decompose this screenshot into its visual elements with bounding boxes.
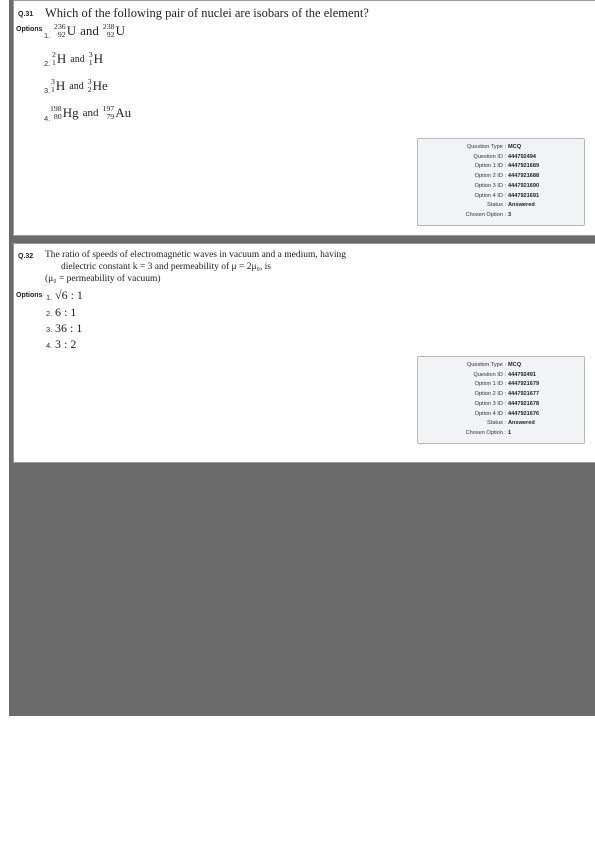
option-number: 4. <box>46 341 53 350</box>
option-number: 1. <box>46 293 53 302</box>
option-1: 236 92 U and 238 92 U <box>54 22 125 40</box>
option-number: 2. <box>46 309 53 318</box>
option-3: 36 : 1 <box>55 321 83 335</box>
question-text <box>45 249 395 285</box>
option-2: 6 : 1 <box>55 305 77 319</box>
question-meta-box: Question Type : MCQ Question ID : 444792494 Option 1 ID : 4447921689 Option 2 ID : 4447921688 Option 3 ID : 4447921690 Option 4 ID : 4447921691 Status : Answered Chosen Option : 3 <box>417 138 585 226</box>
question-line: (μ₀ = permeability of vacuum) <box>45 274 161 284</box>
question-number: Q.32 <box>18 253 34 260</box>
question-panel-31 <box>13 0 595 236</box>
question-number: Q.31 <box>18 11 34 18</box>
option-number: 4. <box>44 114 51 123</box>
option-4: 198 80 Hg and 197 79 Au <box>50 104 132 122</box>
option-2: 2 1 H and 3 1 H <box>52 50 104 68</box>
option-number: 2. <box>44 59 51 68</box>
option-number: 3. <box>46 325 53 334</box>
question-text: Which of the following pair of nuclei are isobars of the element? <box>45 6 369 20</box>
options-label: Options <box>16 26 43 33</box>
option-number: 1. <box>44 31 51 40</box>
question-panel-32 <box>13 243 595 463</box>
option-number: 3. <box>44 86 51 95</box>
option-4: 3 : 2 <box>55 337 77 351</box>
question-meta-box: Question Type : MCQ Question ID : 444792491 Option 1 ID : 4447921679 Option 2 ID : 4447921677 Option 3 ID : 4447921678 Option 4 ID : 4447921676 Status : Answered Chosen Option : 1 <box>417 356 585 444</box>
option-3: 3 1 H and 3 2 He <box>51 77 108 95</box>
question-line: The ratio of speeds of electromagnetic waves in vacuum and a medium, having <box>45 250 346 260</box>
question-line: dielectric constant k = 3 and permeability of μ = 2μ₀, is <box>61 262 271 272</box>
options-label: Options <box>16 292 43 299</box>
option-1: √6 : 1 <box>55 288 83 302</box>
